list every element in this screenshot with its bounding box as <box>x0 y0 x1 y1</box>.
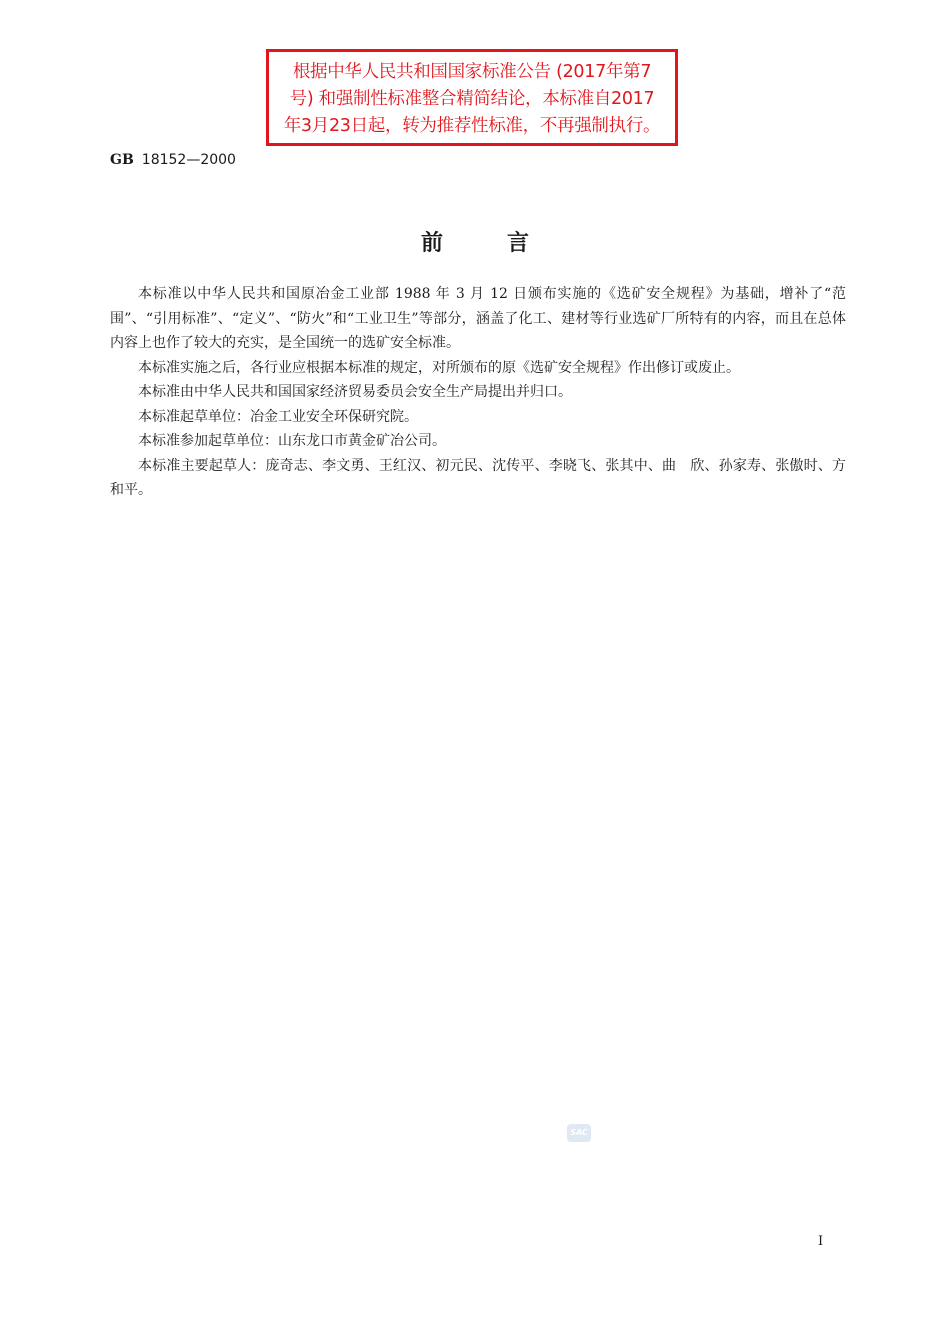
sac-watermark-logo: SAC <box>567 1124 591 1142</box>
notice-box <box>266 49 678 146</box>
standard-number <box>110 152 236 168</box>
paragraph: 本标准由中华人民共和国国家经济贸易委员会安全生产局提出并归口。 <box>138 384 572 400</box>
paragraph: 本标准实施之后，各行业应根据本标准的规定，对所颁布的原《选矿安全规程》作出修订或废止。 <box>138 359 740 376</box>
page-title: 前言 <box>420 231 593 256</box>
paragraph: 本标准起草单位：冶金工业安全环保研究院。 <box>138 408 418 425</box>
standard-code: 18152—2000 <box>141 152 236 168</box>
notice-line: 根据中华人民共和国国家标准公告 (2017年第7 <box>292 62 652 82</box>
paragraph: 本标准主要起草人：庞奇志、李文勇、王红汉、初元民、沈传平、李晓飞、张其中、曲 欣、孙家寿、张傲时、方和平。 <box>110 457 846 498</box>
foreword-body <box>110 282 846 503</box>
paragraph: 本标准以中华人民共和国原冶金工业部 1988 年 3 月 12 日颁布实施的《选矿安全规程》为基础，增补了“范围”、“引用标准”、“定义”、“防火”和“工业卫生”等部分，涵盖了化工、建材等行业选矿厂所特有的内容，而且在总体内容上也作了较大的充实，是全国统一的选矿安全标准。 <box>110 286 846 351</box>
notice-line: 号) 和强制性标准整合精简结论，本标准自2017 <box>289 89 655 109</box>
page-number: I <box>818 1234 824 1249</box>
paragraph: 本标准参加起草单位：山东龙口市黄金矿冶公司。 <box>138 433 446 449</box>
notice-line: 年3月23日起，转为推荐性标准，不再强制执行。 <box>283 116 661 136</box>
standard-prefix: GB <box>110 152 134 168</box>
